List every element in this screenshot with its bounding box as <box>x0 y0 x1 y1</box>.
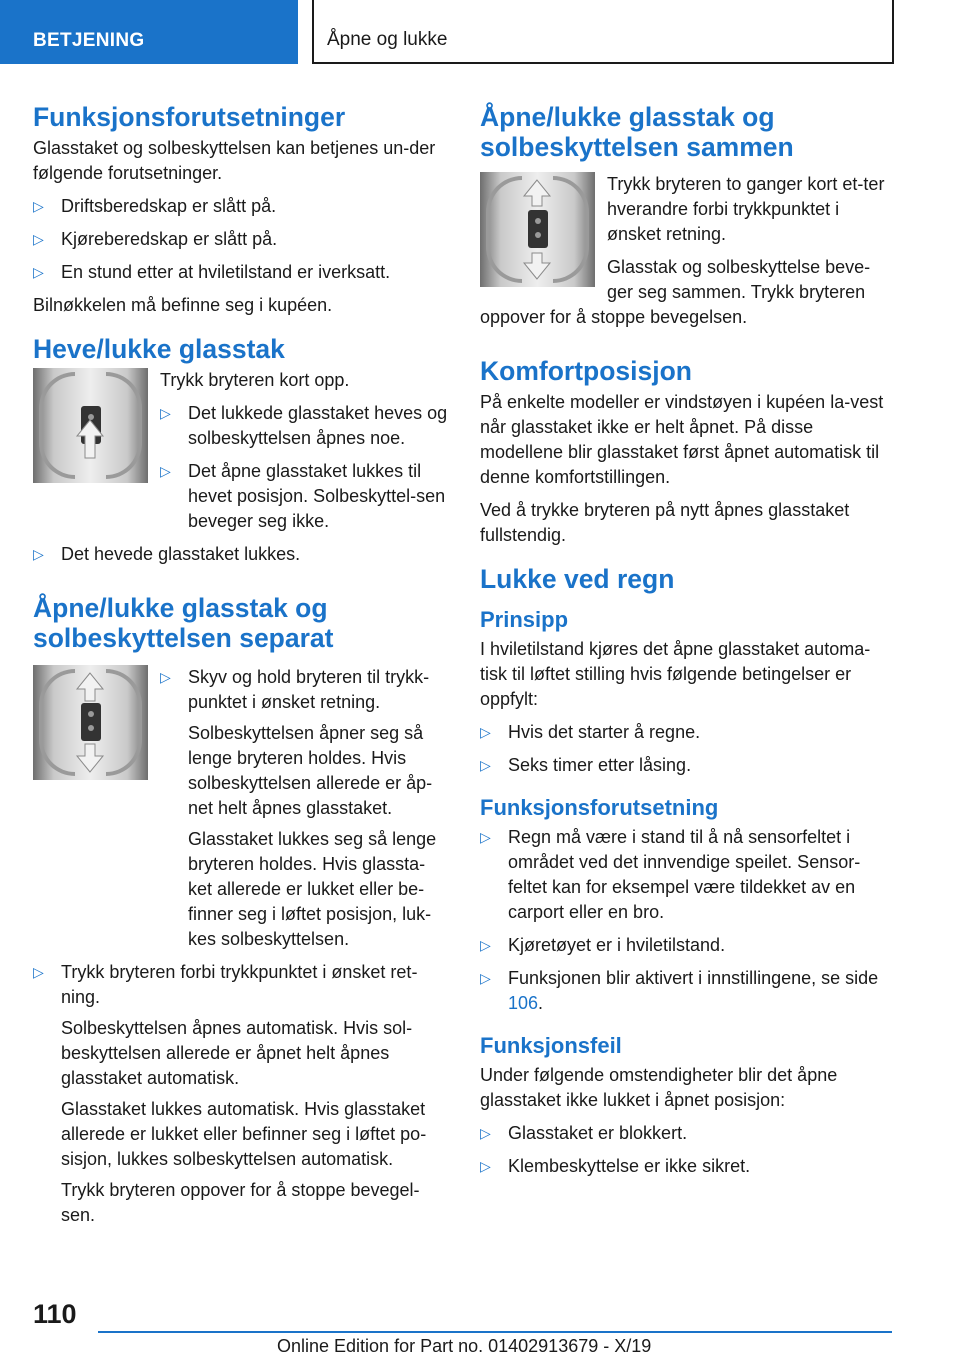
bullet-icon: ▷ <box>480 970 491 986</box>
right-column <box>480 102 890 1187</box>
list-item: ▷ Kjøreberedskap er slått på. <box>33 227 448 252</box>
list-item: ▷ Regn må være i stand til å nå sensorfeltet i området ved det innvendige speilet. Sensor-feltet kan for eksempel være tildekket av en carport eller en bro. <box>480 827 861 922</box>
heading-separat: Åpne/lukke glasstak og solbeskyttelsen separat <box>33 593 334 653</box>
list-item: ▷ Det lukkede glasstaket heves og solbeskyttelsen åpnes noe. <box>160 403 448 448</box>
bullet-icon: ▷ <box>33 964 44 980</box>
paragraph: Ved å trykke bryteren på nytt åpnes glasstaket fullstendig. <box>480 500 850 545</box>
paragraph: oppover for å stoppe bevegelsen. <box>480 307 748 327</box>
list-item: ▷ En stund etter at hviletilstand er iverksatt. <box>33 260 448 285</box>
list-item: ▷ Kjøretøyet er i hviletilstand. <box>480 933 890 958</box>
bullet-icon: ▷ <box>33 198 44 214</box>
paragraph: Trykk bryteren kort opp. <box>160 370 350 390</box>
list-item: ▷ Funksjonen blir aktivert i innstillingene, se side 106. <box>480 968 879 1013</box>
list-item: ▷ Seks timer etter låsing. <box>480 753 890 778</box>
heading-komfort: Komfortposisjon <box>480 356 692 386</box>
header-section: BETJENING <box>33 30 145 51</box>
switch-updown-image <box>33 665 148 780</box>
figure-heve <box>33 368 448 542</box>
bullet-icon: ▷ <box>480 757 491 773</box>
switch-double-press-image <box>480 172 595 287</box>
heading-heve-lukke: Heve/lukke glasstak <box>33 334 285 364</box>
switch-up-image <box>33 368 148 483</box>
bullet-icon: ▷ <box>480 724 491 740</box>
heading-sammen: Åpne/lukke glasstak og solbeskyttelsen sammen <box>480 102 794 162</box>
list-item: ▷ Det åpne glasstaket lukkes til hevet posisjon. Solbeskyttel-sen beveger seg ikke. <box>160 461 446 531</box>
list-item: ▷ Klembeskyttelse er ikke sikret. <box>480 1154 890 1179</box>
figure-separat <box>33 665 448 960</box>
paragraph: Glasstak og solbeskyttelse beve-ger seg sammen. Trykk bryteren <box>607 257 871 302</box>
list-item: ▷ Skyv og hold bryteren til trykk-punktet i ønsket retning. Solbeskyttelsen åpner seg så lenge bryteren holdes. Hvis solbeskyttelsen allerede er åp-net helt åpnes glasstaket. Glasstaket lukkes seg så lenge bryteren holdes. Hvis glassta-ket allerede er lukket eller be-finner seg i løftet posisjon, luk-kes solbeskyttelsen. <box>160 667 437 949</box>
list-item: ▷ Det hevede glasstaket lukkes. <box>33 542 448 567</box>
list-item: ▷ Glasstaket er blokkert. <box>480 1121 890 1146</box>
bullet-icon: ▷ <box>33 231 44 247</box>
paragraph: Bilnøkkelen må befinne seg i kupéen. <box>33 295 333 315</box>
paragraph: Under følgende omstendigheter blir det åpne glasstaket ikke lukket i åpnet posisjon: <box>480 1065 838 1110</box>
header-title: Åpne og lukke <box>327 29 448 50</box>
header-section-tab <box>0 0 298 64</box>
bullet-icon: ▷ <box>160 463 171 479</box>
footer-edition: Online Edition for Part no. 01402913679 - X/19 <box>277 1336 652 1356</box>
subheading-funksjonsfeil: Funksjonsfeil <box>480 1033 622 1058</box>
figure-sammen <box>480 172 890 305</box>
heading-funksjonsforutsetninger: Funksjonsforutsetninger <box>33 102 346 132</box>
heading-regn: Lukke ved regn <box>480 564 675 594</box>
bullet-icon: ▷ <box>160 405 171 421</box>
bullet-icon: ▷ <box>160 669 171 685</box>
page-number: 110 <box>33 1299 77 1329</box>
list-item: ▷ Driftsberedskap er slått på. <box>33 194 448 219</box>
bullet-icon: ▷ <box>33 264 44 280</box>
page-link[interactable]: 106 <box>508 993 539 1013</box>
header-title-box <box>312 0 894 64</box>
subheading-funksjonsforutsetning: Funksjonsforutsetning <box>480 795 719 820</box>
list-item: ▷ Hvis det starter å regne. <box>480 720 890 745</box>
paragraph: Trykk bryteren to ganger kort et-ter hverandre forbi trykkpunktet i ønsket retning. <box>607 174 885 244</box>
left-column <box>33 102 448 1236</box>
bullet-icon: ▷ <box>480 829 491 845</box>
paragraph: Glasstaket og solbeskyttelsen kan betjenes un-der følgende forutsetninger. <box>33 138 436 183</box>
bullet-icon: ▷ <box>33 546 44 562</box>
list-item: ▷ Trykk bryteren forbi trykkpunktet i ønsket ret-ning. Solbeskyttelsen åpnes automatisk. Hvis sol-beskyttelsen allerede er åpnet helt åpnes glasstaket automatisk. Glasstaket lukkes automatisk. Hvis glasstaket allerede er lukket eller befinner seg i løftet po-sisjon, lukkes solbeskyttelsen automatisk. Trykk bryteren oppover for å stoppe bevegel-sen. <box>33 962 427 1225</box>
bullet-icon: ▷ <box>480 1125 491 1141</box>
bullet-icon: ▷ <box>480 1158 491 1174</box>
paragraph: På enkelte modeller er vindstøyen i kupéen la-vest når glasstaket ikke er helt åpnet. På disse modellene blir glasstaket først åpnet automatisk til denne komfortstillingen. <box>480 392 884 487</box>
subheading-prinsipp: Prinsipp <box>480 607 569 632</box>
paragraph: I hviletilstand kjøres det åpne glasstaket automa-tisk til løftet stilling hvis følgende betingelser er oppfylt: <box>480 639 871 709</box>
bullet-icon: ▷ <box>480 937 491 953</box>
footer-divider <box>98 1331 892 1333</box>
